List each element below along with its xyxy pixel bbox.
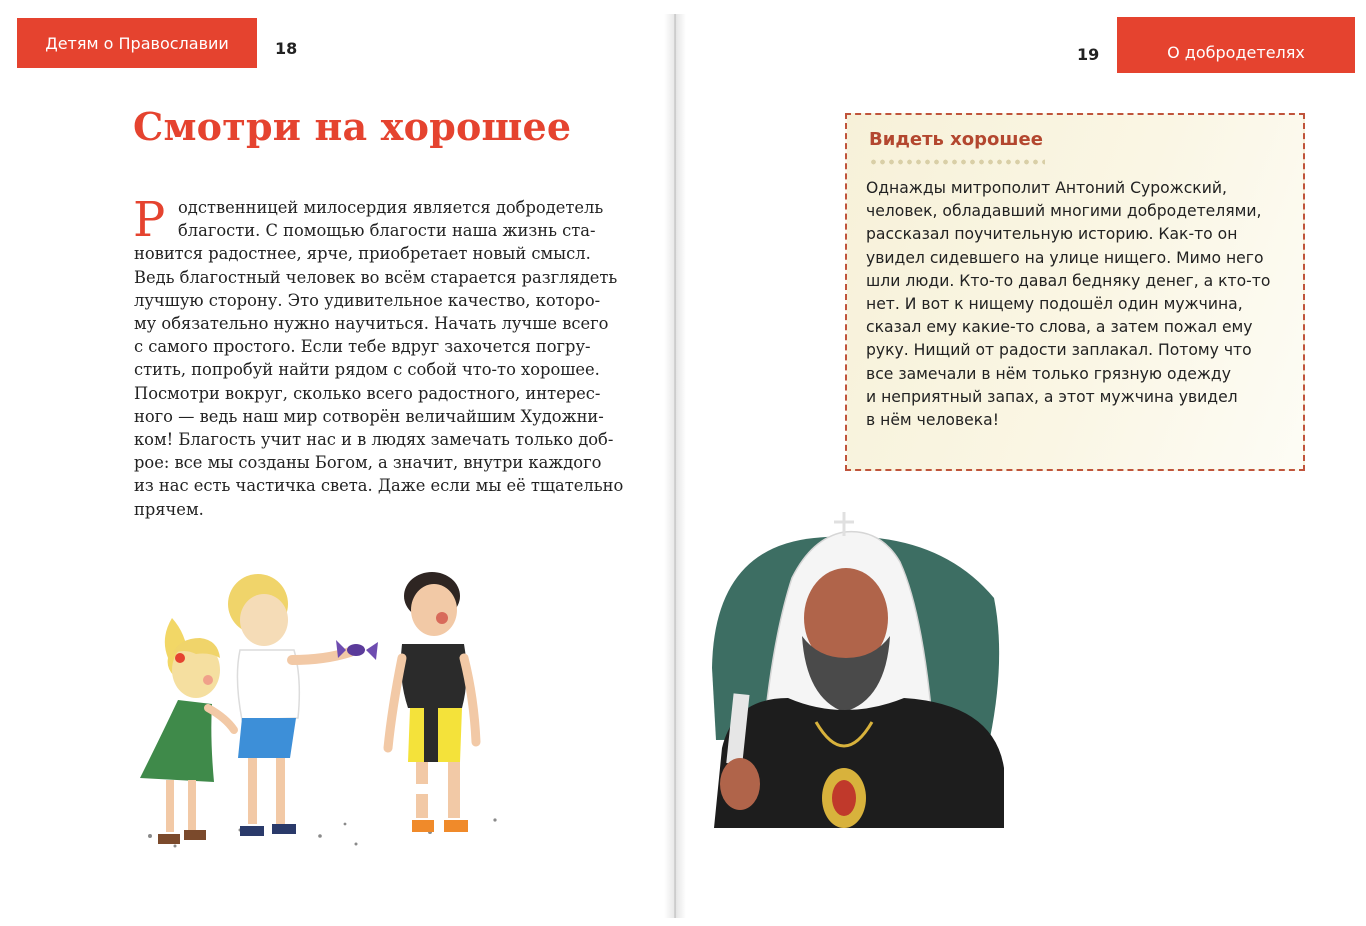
infobox-line: в нём человека!	[866, 411, 999, 430]
body-line: лучшую сторону. Это удивительное качество, которо-	[134, 290, 601, 310]
body-line: благости. С помощью благости наша жизнь ста-	[178, 221, 596, 241]
infobox	[845, 113, 1305, 471]
infobox-title: Видеть хорошее	[869, 129, 1043, 150]
body-line: ком! Благость учит нас и в людях замечать только доб-	[134, 430, 614, 450]
infobox-line: увидел сидевшего на улице нищего. Мимо него	[866, 248, 1264, 267]
body-line: Ведь благостный человек во всём старается разглядеть	[134, 267, 618, 287]
article-body	[133, 192, 669, 521]
infobox-line: все замечали в нём только грязную одежду	[866, 364, 1231, 383]
girl-figure	[140, 618, 234, 844]
infobox-line: сказал ему какие-то слова, а затем пожал ему	[866, 318, 1253, 337]
section-banner-left: Детям о Православии	[17, 18, 257, 68]
drop-cap: Р	[133, 192, 166, 248]
page-number-left: 18	[275, 39, 298, 58]
dark-haired-boy-figure	[388, 572, 476, 832]
infobox-body	[866, 177, 1296, 432]
body-line: из нас есть частичка света. Даже если мы её тщательно	[134, 476, 624, 496]
infobox-line: человек, обладавший многими добродетелями,	[866, 202, 1262, 221]
infobox-line: шли люди. Кто-то давал бедняку денег, а кто-то	[866, 271, 1271, 290]
body-line: ного — ведь наш мир сотворён величайшим Художни-	[134, 406, 604, 426]
page-number-right: 19	[1077, 45, 1100, 64]
body-line: одственницей милосердия является добродетель	[178, 198, 604, 217]
infobox-dotted-divider	[869, 159, 1045, 165]
metropolitan-illustration	[694, 508, 1014, 854]
blonde-boy-figure	[228, 574, 378, 836]
infobox-line: рассказал поучительную историю. Как-то он	[866, 225, 1238, 244]
article-title: Смотри на хорошее	[133, 104, 572, 149]
infobox-line: и неприятный запах, а этот мужчина увидел	[866, 387, 1238, 406]
infobox-line: нет. И вот к нищему подошёл один мужчина,	[866, 295, 1243, 314]
body-line: рое: все мы созданы Богом, а значит, внутри каждого	[134, 453, 602, 473]
body-line: стить, попробуй найти рядом с собой что-то хорошее.	[134, 360, 600, 380]
body-line: с самого простого. Если тебе вдруг захочется погру-	[134, 337, 591, 357]
body-line: новится радостнее, ярче, приобретает новый смысл.	[134, 244, 591, 264]
section-banner-right: О добродетелях	[1117, 17, 1355, 73]
body-line: Посмотри вокруг, сколько всего радостного, интерес-	[134, 383, 601, 403]
body-line: му обязательно нужно научиться. Начать лучше всего	[134, 314, 609, 334]
body-line: прячем.	[134, 499, 204, 519]
children-illustration	[130, 568, 510, 868]
infobox-line: руку. Нищий от радости заплакал. Потому что	[866, 341, 1252, 360]
infobox-line: Однажды митрополит Антоний Сурожский,	[866, 179, 1227, 197]
